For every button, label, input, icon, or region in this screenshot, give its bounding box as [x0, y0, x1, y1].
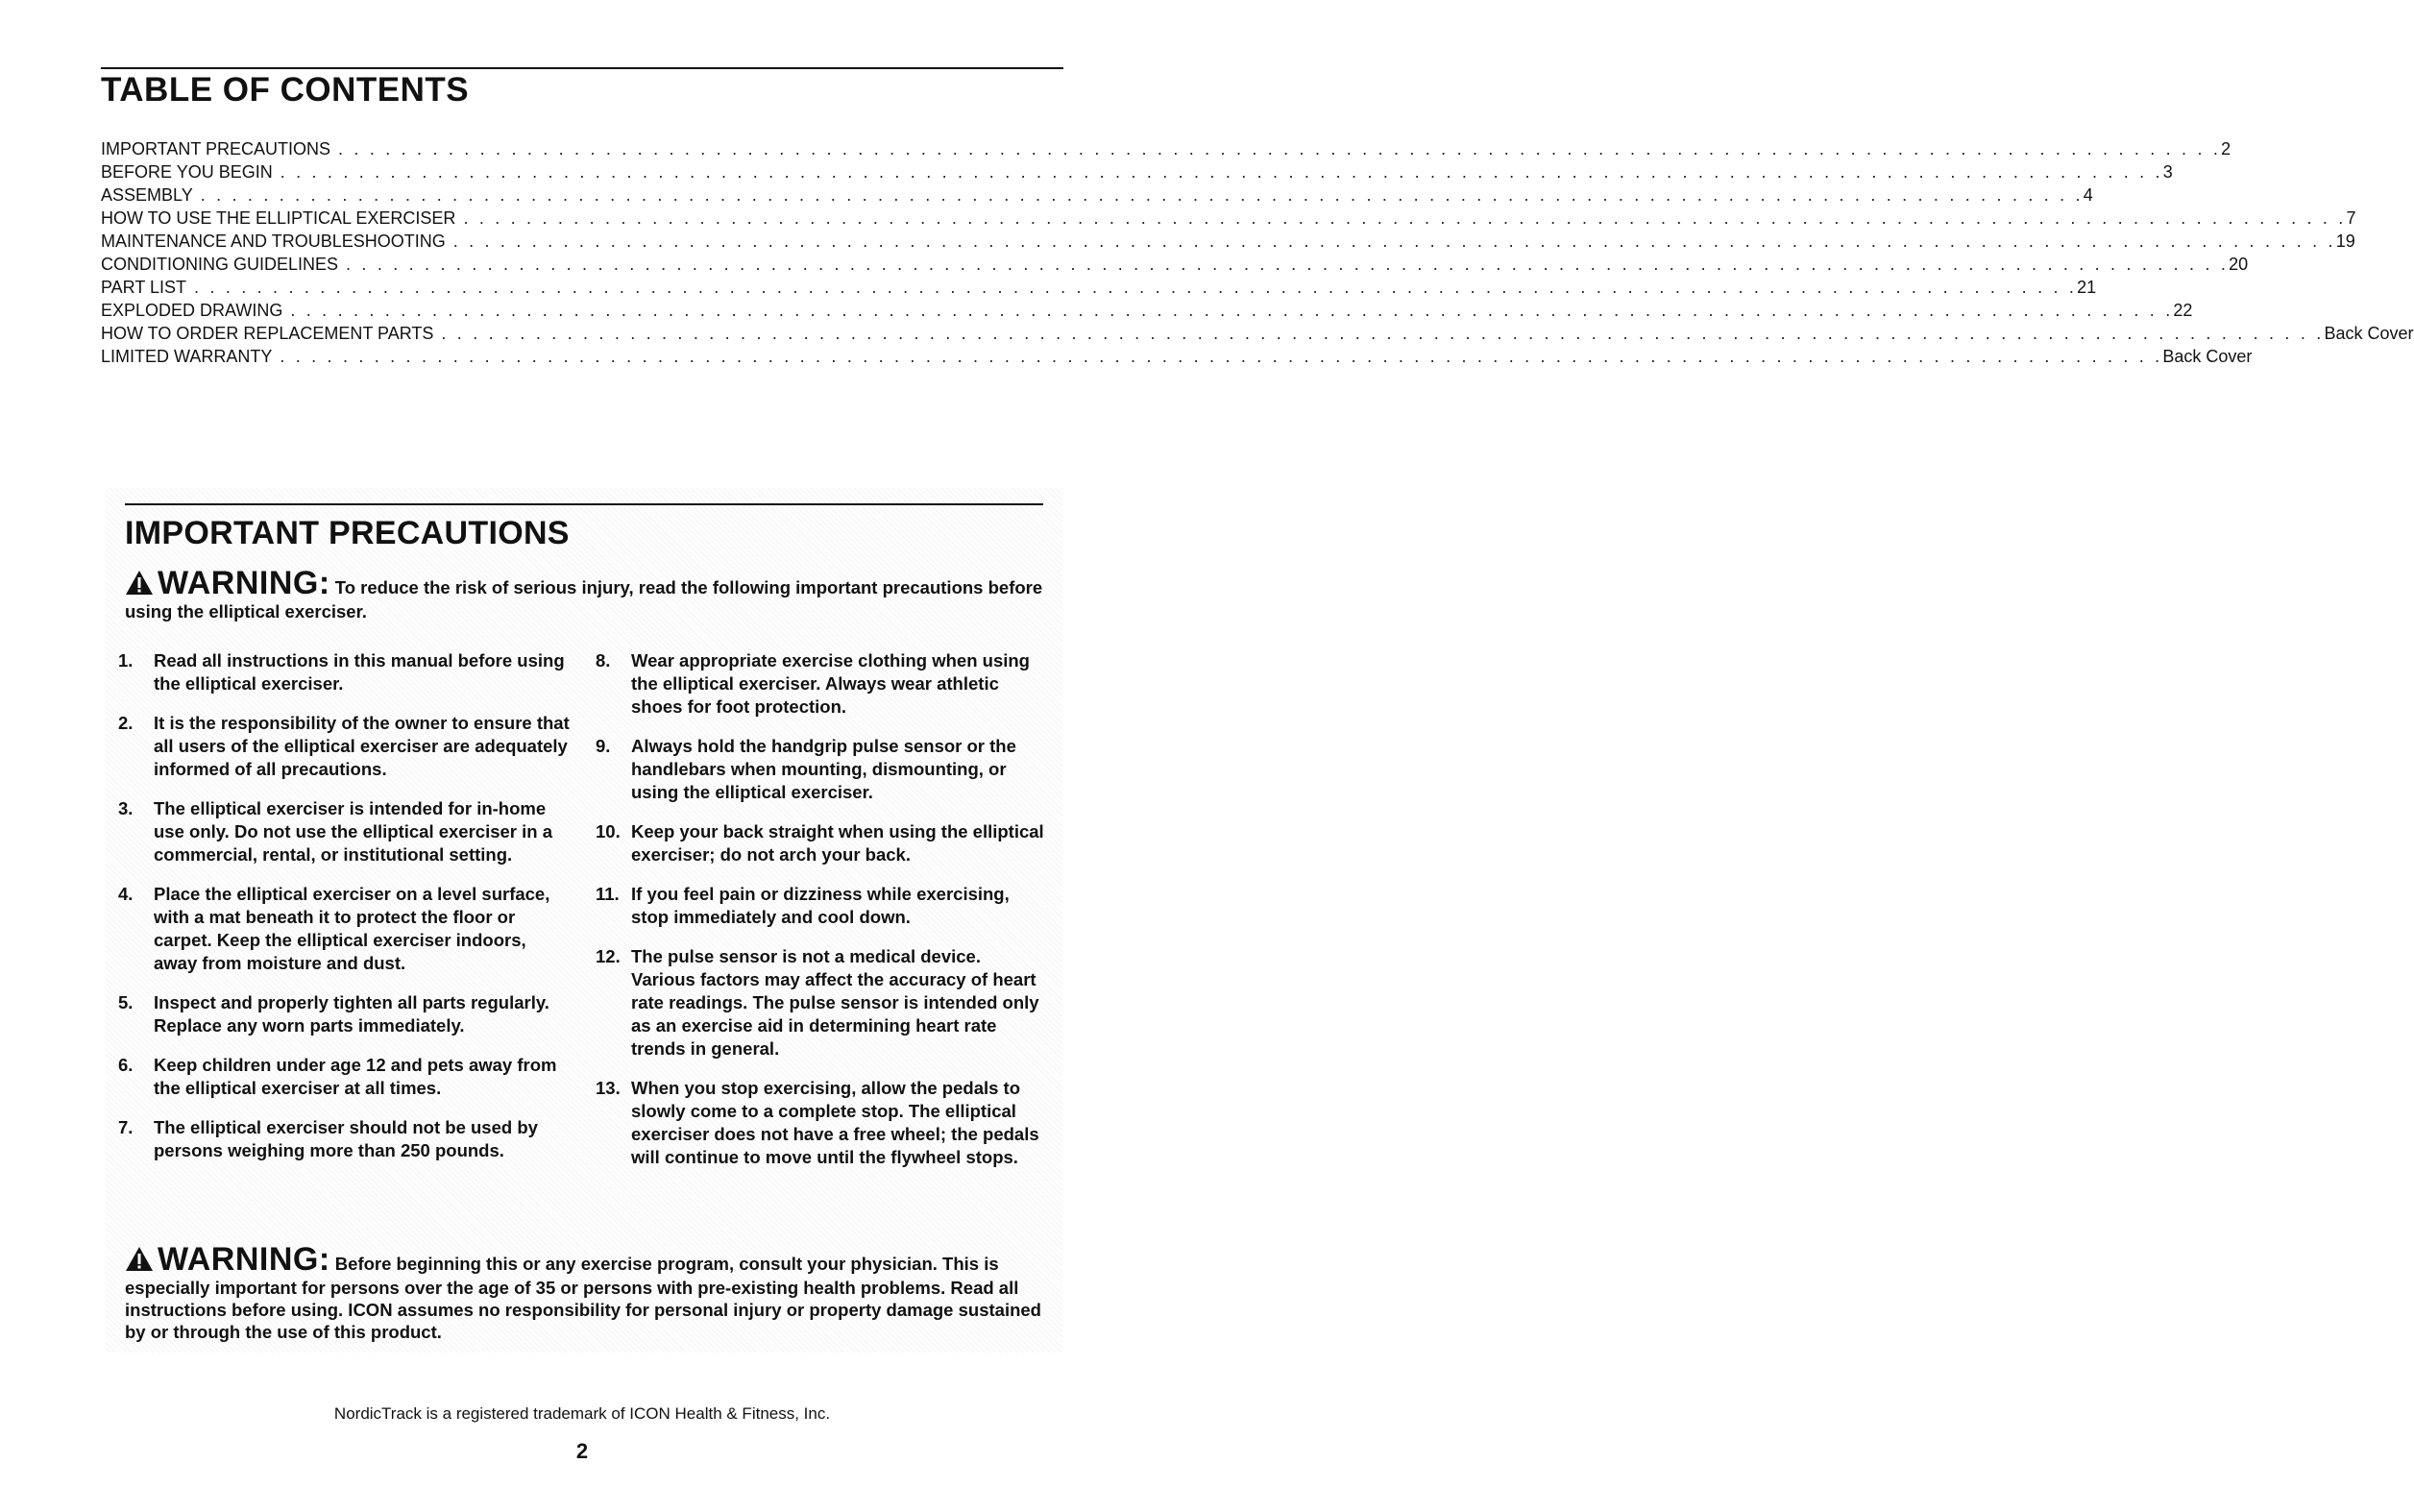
warning-block-2 — [125, 1241, 1057, 1343]
toc-entry-page: 7 — [2346, 208, 2356, 228]
toc-entry[interactable] — [101, 230, 2355, 253]
toc-leader-dots: . . . . . . . . . . . . . . . . . . . . . . . . . . . . . . . . . . . . . . . . . . . . . . . . . . . . . . . . . . . . . . . . . . . . . . . . . . . . . . . . . . . . . . . . . . . . . . . . . . . . . . . . . . . . . . . . . . . . . . . . — [280, 347, 2163, 366]
toc-leader-dots: . . . . . . . . . . . . . . . . . . . . . . . . . . . . . . . . . . . . . . . . . . . . . . . . . . . . . . . . . . . . . . . . . . . . . . . . . . . . . . . . . . . . . . . . . . . . . . . . . . . . . . . . . . . . . . . . . . . . . . . . — [452, 232, 2336, 251]
toc-entry[interactable] — [101, 299, 2193, 322]
item-number: 4. — [118, 884, 134, 904]
page-number: 2 — [575, 1439, 589, 1463]
toc-entry-page: 4 — [2083, 185, 2093, 205]
item-text: The elliptical exerciser should not be used by persons weighing more than 250 pounds. — [154, 1117, 538, 1160]
toc-entry-label: LIMITED WARRANTY — [101, 347, 273, 366]
item-text: When you stop exercising, allow the pedals to slowly come to a complete stop. The elliptical exerciser does not have a free wheel; the pedals will continue to move until the flywheel stops. — [631, 1078, 1039, 1167]
precautions-rule — [125, 503, 1043, 505]
precautions-list-right — [596, 649, 1047, 1185]
trademark-notice: NordicTrack is a registered trademark of ICON Health & Fitness, Inc. — [333, 1404, 831, 1423]
item-number: 2. — [118, 713, 134, 733]
list-item — [118, 712, 570, 781]
toc-leader-dots: . . . . . . . . . . . . . . . . . . . . . . . . . . . . . . . . . . . . . . . . . . . . . . . . . . . . . . . . . . . . . . . . . . . . . . . . . . . . . . . . . . . . . . . . . . . . . . . . . . . . . . . . . . . . . . . . . . . . . . . . — [200, 185, 2084, 205]
toc-entry[interactable] — [101, 207, 2356, 230]
toc-entry-label: BEFORE YOU BEGIN — [101, 162, 273, 182]
toc-leader-dots: . . . . . . . . . . . . . . . . . . . . . . . . . . . . . . . . . . . . . . . . . . . . . . . . . . . . . . . . . . . . . . . . . . . . . . . . . . . . . . . . . . . . . . . . . . . . . . . . . . . . . . . . . . . . . . . . . . . . . . . . — [441, 324, 2325, 343]
list-item — [596, 1077, 1047, 1169]
list-item — [118, 797, 570, 866]
toc-leader-dots: . . . . . . . . . . . . . . . . . . . . . . . . . . . . . . . . . . . . . . . . . . . . . . . . . . . . . . . . . . . . . . . . . . . . . . . . . . . . . . . . . . . . . . . . . . . . . . . . . . . . . . . . . . . . . . . . . . . . . . . . — [338, 139, 2222, 159]
warning-1-text: To reduce the risk of serious injury, read the following important precautions before using the elliptical exerciser. — [125, 577, 1043, 622]
toc-list — [101, 137, 2414, 368]
list-item — [118, 991, 570, 1037]
item-text: Place the elliptical exerciser on a level surface, with a mat beneath it to protect the floor or carpet. Keep the elliptical exerciser indoors, away from moisture and dust. — [154, 884, 550, 973]
toc-top-rule — [101, 67, 1063, 69]
warning-word: WARNING: — [158, 565, 330, 601]
precautions-list-left — [118, 649, 570, 1179]
warning-2-lead: Before beginning this or any exercise program, consult your physician. — [334, 1254, 938, 1274]
warning-block-1 — [125, 565, 1057, 622]
list-item — [596, 945, 1047, 1061]
toc-entry[interactable] — [101, 345, 2253, 368]
item-text: Keep your back straight when using the elliptical exerciser; do not arch your back. — [631, 821, 1044, 865]
toc-title: TABLE OF CONTENTS — [101, 71, 470, 109]
item-text: Always hold the handgrip pulse sensor or the handlebars when mounting, dismounting, or using the elliptical exerciser. — [631, 736, 1016, 802]
toc-entry-page: 2 — [2221, 139, 2231, 159]
list-item — [118, 649, 570, 695]
item-number: 10. — [596, 821, 621, 841]
toc-entry[interactable] — [101, 183, 2093, 207]
toc-entry-page: 22 — [2173, 301, 2193, 320]
toc-leader-dots: . . . . . . . . . . . . . . . . . . . . . . . . . . . . . . . . . . . . . . . . . . . . . . . . . . . . . . . . . . . . . . . . . . . . . . . . . . . . . . . . . . . . . . . . . . . . . . . . . . . . . . . . . . . . . . . . . . . . . . . . — [194, 278, 2078, 297]
toc-entry-label: MAINTENANCE AND TROUBLESHOOTING — [101, 232, 446, 251]
item-text: If you feel pain or dizziness while exercising, stop immediately and cool down. — [631, 884, 1010, 927]
toc-entry[interactable] — [101, 322, 2414, 345]
toc-leader-dots: . . . . . . . . . . . . . . . . . . . . . . . . . . . . . . . . . . . . . . . . . . . . . . . . . . . . . . . . . . . . . . . . . . . . . . . . . . . . . . . . . . . . . . . . . . . . . . . . . . . . . . . . . . . . . . . . . . . . . . . . — [280, 162, 2163, 182]
item-text: The pulse sensor is not a medical device. Various factors may affect the accuracy of heart rate readings. The pulse sensor is intended only as an exercise aid in determining heart rate trends in general. — [631, 946, 1039, 1059]
item-text: The elliptical exerciser is intended for in-home use only. Do not use the elliptical exerciser in a commercial, rental, or institutional setting. — [154, 798, 553, 865]
warning-2-body: This is especially important for persons over the age of 35 or persons with pre-existing health problems. Read all instructions before using. ICON assumes no responsibility for personal injury or property damage sustained by or through the use of this product. — [125, 1254, 1041, 1342]
warning-triangle-icon — [125, 1246, 154, 1277]
list-item — [118, 883, 570, 975]
precautions-title: IMPORTANT PRECAUTIONS — [125, 515, 570, 551]
toc-entry-label: HOW TO USE THE ELLIPTICAL EXERCISER — [101, 208, 456, 228]
list-item — [596, 735, 1047, 804]
toc-entry-page: 20 — [2229, 255, 2249, 274]
toc-entry-label: EXPLODED DRAWING — [101, 301, 283, 320]
toc-entry[interactable] — [101, 137, 2231, 160]
toc-entry[interactable] — [101, 276, 2097, 299]
toc-entry-label: CONDITIONING GUIDELINES — [101, 255, 339, 274]
list-item — [118, 1116, 570, 1162]
list-item — [118, 1054, 570, 1100]
toc-entry-label: ASSEMBLY — [101, 185, 193, 205]
item-number: 5. — [118, 992, 134, 1012]
item-text: Inspect and properly tighten all parts regularly. Replace any worn parts immediately. — [154, 992, 549, 1036]
item-number: 11. — [596, 884, 620, 904]
toc-leader-dots: . . . . . . . . . . . . . . . . . . . . . . . . . . . . . . . . . . . . . . . . . . . . . . . . . . . . . . . . . . . . . . . . . . . . . . . . . . . . . . . . . . . . . . . . . . . . . . . . . . . . . . . . . . . . . . . . . . . . . . . . — [290, 301, 2174, 320]
warning-triangle-icon — [125, 570, 154, 600]
toc-entry-page: Back Cover — [2162, 347, 2253, 366]
item-number: 3. — [118, 798, 134, 818]
item-number: 9. — [596, 736, 611, 756]
toc-entry-page: 3 — [2162, 162, 2173, 182]
list-item — [596, 649, 1047, 719]
list-item — [596, 883, 1047, 929]
item-number: 13. — [596, 1078, 621, 1098]
toc-entry-page: 19 — [2335, 232, 2355, 251]
toc-leader-dots: . . . . . . . . . . . . . . . . . . . . . . . . . . . . . . . . . . . . . . . . . . . . . . . . . . . . . . . . . . . . . . . . . . . . . . . . . . . . . . . . . . . . . . . . . . . . . . . . . . . . . . . . . . . . . . . . . . . . . . . . — [463, 208, 2347, 228]
item-text: Wear appropriate exercise clothing when using the elliptical exerciser. Always wear athletic shoes for foot protection. — [631, 650, 1030, 717]
item-text: It is the responsibility of the owner to ensure that all users of the elliptical exerciser are adequately informed of all precautions. — [154, 713, 570, 779]
toc-entry[interactable] — [101, 160, 2173, 183]
list-item — [596, 820, 1047, 866]
toc-entry-page: 21 — [2077, 278, 2097, 297]
toc-leader-dots: . . . . . . . . . . . . . . . . . . . . . . . . . . . . . . . . . . . . . . . . . . . . . . . . . . . . . . . . . . . . . . . . . . . . . . . . . . . . . . . . . . . . . . . . . . . . . . . . . . . . . . . . . . . . . . . . . . . . . . . . — [346, 255, 2230, 274]
toc-entry-label: HOW TO ORDER REPLACEMENT PARTS — [101, 324, 434, 343]
toc-entry[interactable] — [101, 253, 2249, 276]
item-number: 12. — [596, 946, 621, 966]
item-number: 1. — [118, 650, 134, 671]
item-number: 8. — [596, 650, 611, 671]
item-number: 6. — [118, 1055, 134, 1075]
toc-entry-label: PART LIST — [101, 278, 187, 297]
warning-word: WARNING: — [158, 1241, 330, 1278]
toc-entry-page: Back Cover — [2324, 324, 2414, 343]
item-text: Read all instructions in this manual before using the elliptical exerciser. — [154, 650, 565, 694]
item-text: Keep children under age 12 and pets away from the elliptical exerciser at all times. — [154, 1055, 557, 1098]
toc-entry-label: IMPORTANT PRECAUTIONS — [101, 139, 331, 159]
item-number: 7. — [118, 1117, 134, 1137]
